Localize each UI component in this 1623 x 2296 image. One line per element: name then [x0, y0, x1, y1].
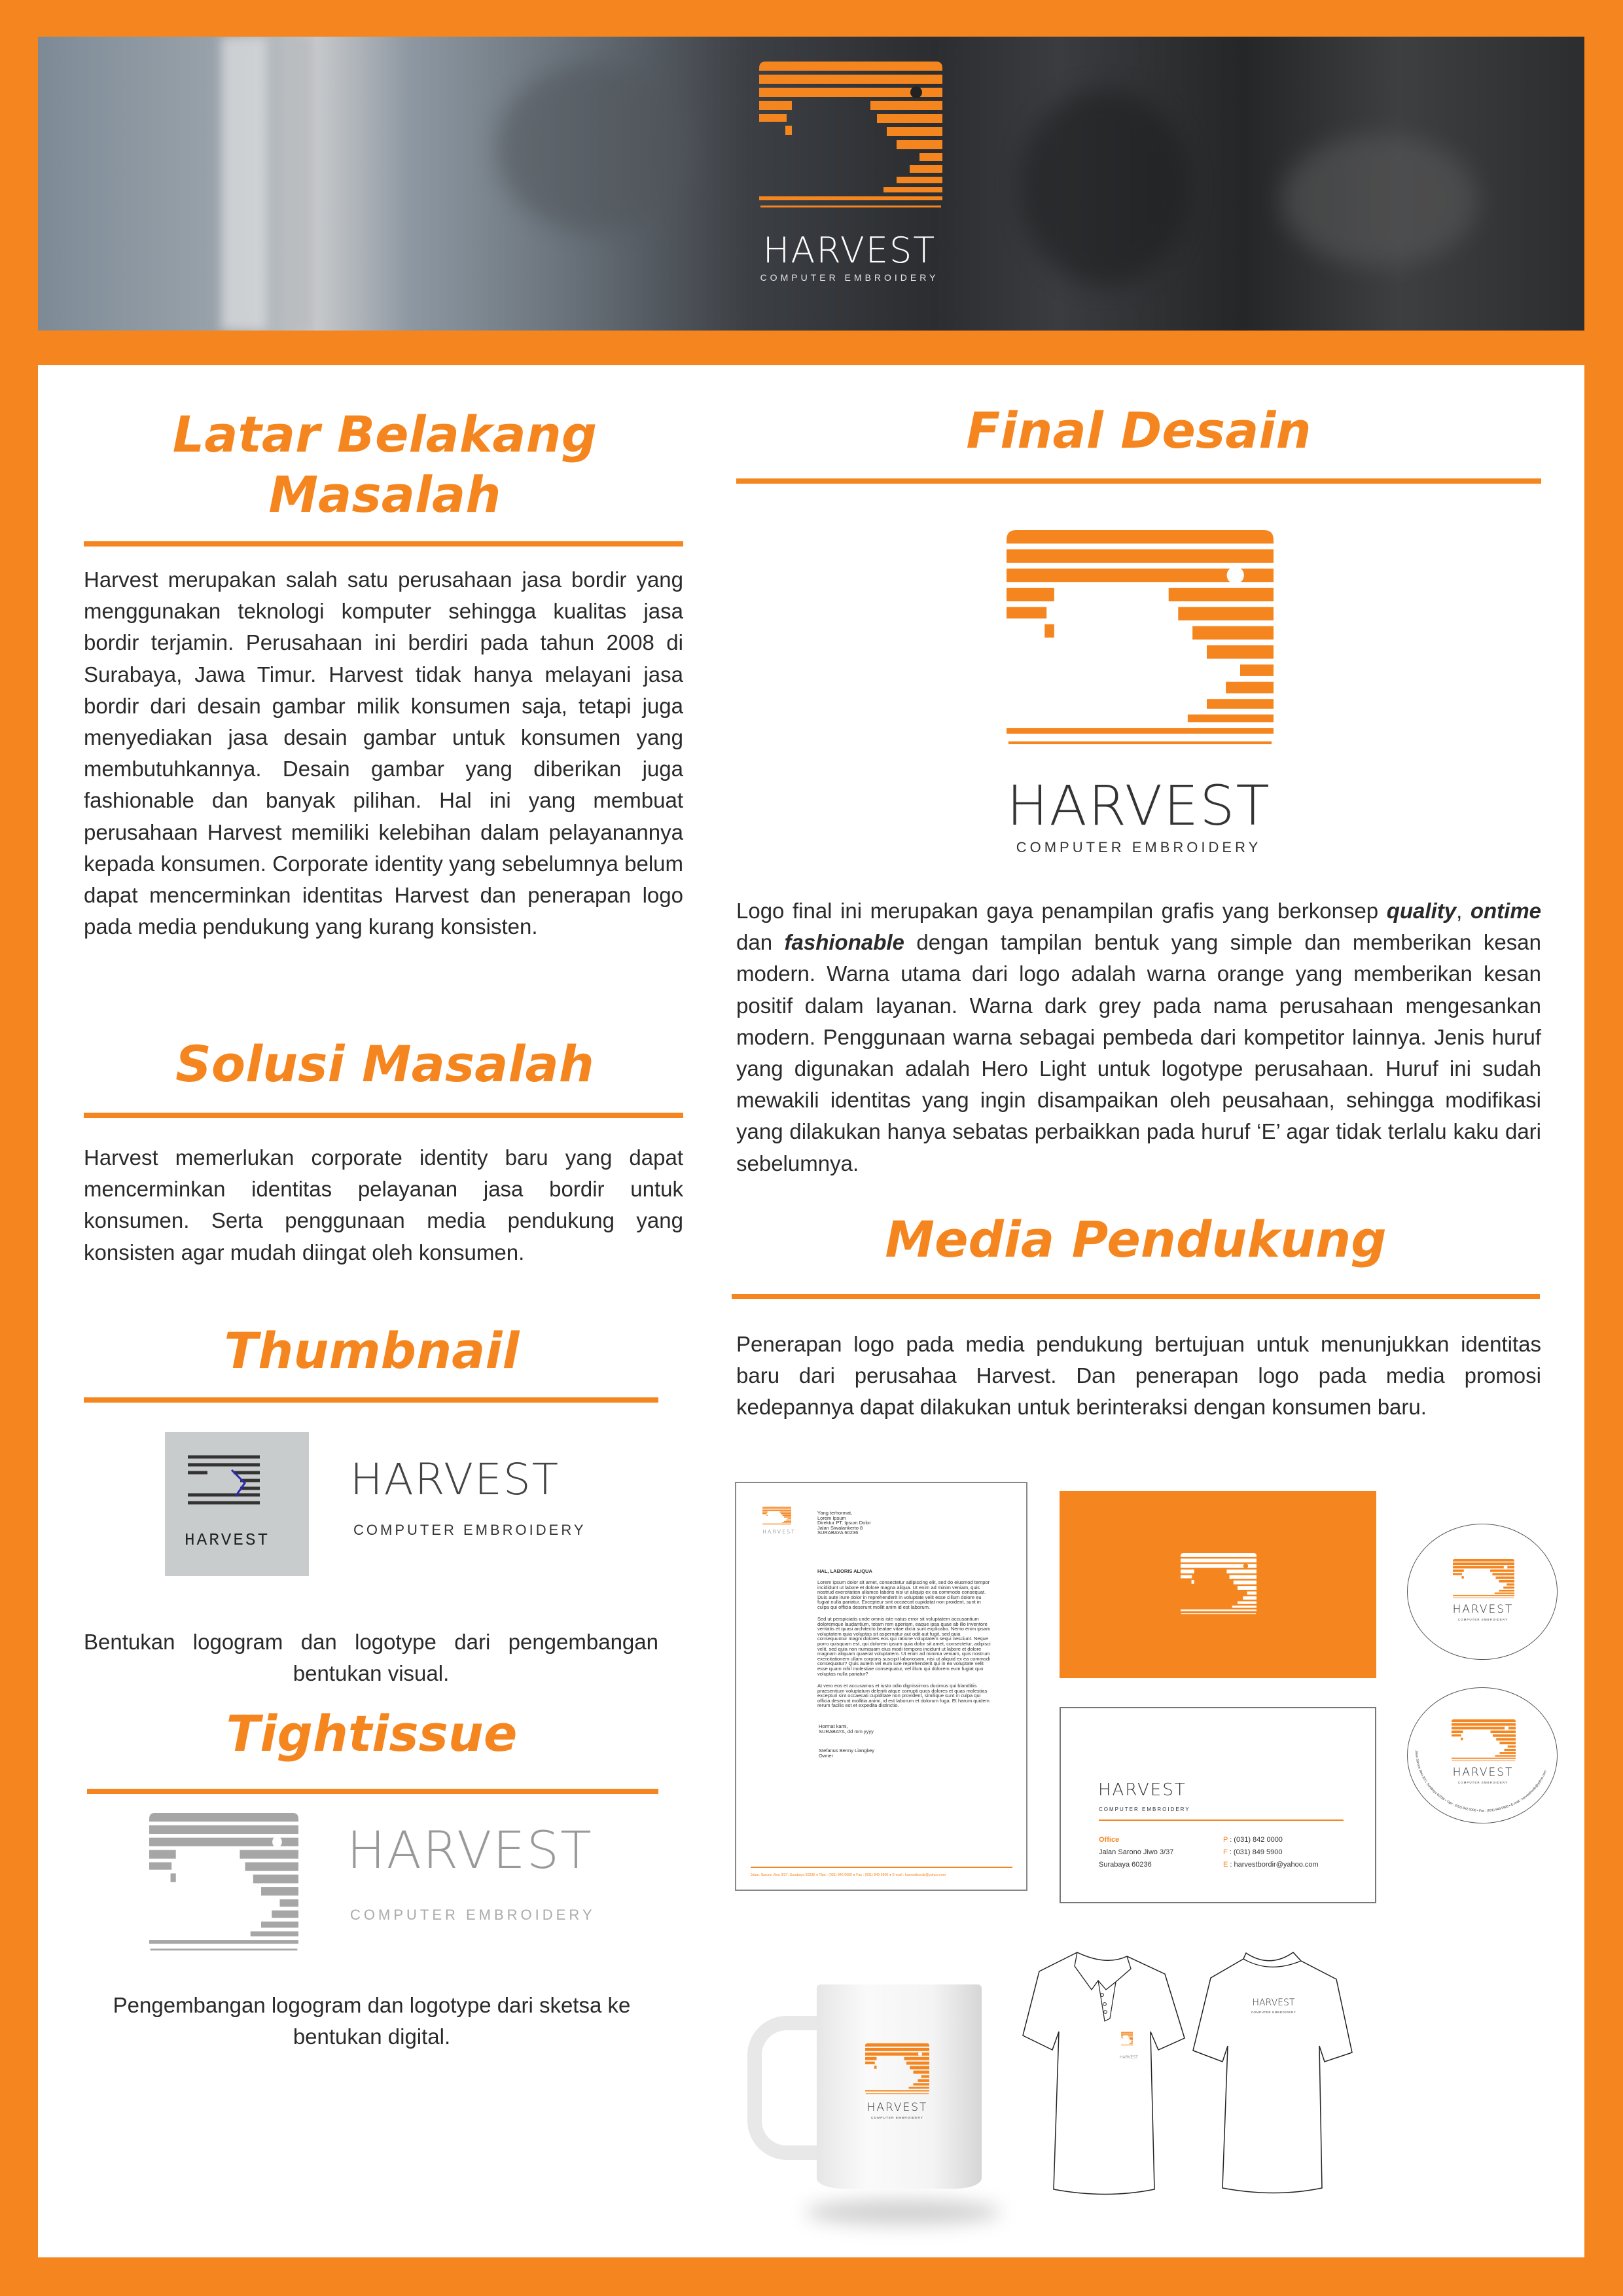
- card-rule: [1099, 1820, 1344, 1821]
- header-banner: [38, 37, 1584, 331]
- tightissue-caption: Pengembangan logogram dan logotype dari sketsa ke bentukan digital.: [113, 1993, 631, 2049]
- coaster-wordmark: HARVEST: [1452, 1766, 1514, 1779]
- recipient-line: Yang terhormat,: [817, 1510, 853, 1516]
- mug-shadow: [805, 2199, 1001, 2225]
- mug-wordmark: HARVEST: [866, 2101, 928, 2114]
- email-label: E: [1223, 1861, 1228, 1869]
- keyword-fashionable: fashionable: [784, 930, 904, 955]
- card-address-line: Surabaya 60236: [1099, 1861, 1152, 1869]
- keyword-quality: quality: [1386, 899, 1457, 923]
- sketch-handwritten-text: HARVEST: [185, 1530, 270, 1550]
- card-wordmark: HARVEST: [1098, 1780, 1186, 1800]
- title-line: Masalah: [268, 465, 501, 524]
- solusi-body: Harvest memerlukan corporate identity baru yang dapat mencerminkan identitas pelayanan jasa bordir untuk konsumen. Serta penggunaan media pendukung yang konsisten agar mudah diingat oleh konsumen.: [84, 1145, 683, 1265]
- letterhead-paragraph: Lorem ipsum dolor sit amet, consectetur adipiscing elit, sed do eiusmod tempor incididunt ut labore et dolore magna aliqua. Ut enim ad minim veniam, quis nostrud exercitation ullamco laboris nisi ut aliquip ex ea commodo consequat. Duis aute irure dolor in reprehenderit in voluptate velit esse cillum dolore eu fugiat nulla pariatur. Excepteur sint occaecat cupidatat non proident, sunt in culpa qui officia deserunt mollit anim id est laborum.: [817, 1579, 990, 1610]
- coaster-tagline: COMPUTER EMBROIDERY: [1457, 1781, 1508, 1784]
- fax-value: : (031) 849 5900: [1227, 1848, 1283, 1856]
- section-divider: [87, 1789, 658, 1794]
- phone-value: : (031) 842 0000: [1228, 1836, 1283, 1844]
- body-text: ,: [1456, 899, 1471, 923]
- phone-label: P: [1223, 1836, 1228, 1844]
- letterhead-closing: [819, 1724, 874, 1734]
- final-logo-icon: [1007, 530, 1274, 746]
- body-text: Logo final ini merupakan gaya penampilan grafis yang berkonsep: [736, 899, 1387, 923]
- business-card-front: [1060, 1491, 1376, 1678]
- recipient-line: Lorem Ipsum: [817, 1515, 846, 1521]
- letterhead-logo-icon: [762, 1507, 791, 1525]
- final-wordmark: HARVEST: [1007, 774, 1271, 838]
- recipient-line: SURABAYA 60236: [817, 1530, 859, 1536]
- recipient-line: Direktur PT. Ipsum Dolor: [817, 1520, 871, 1526]
- letterhead-recipient: [817, 1511, 896, 1535]
- section-title-latar-belakang: [84, 404, 686, 525]
- coaster-logo-icon: [1453, 1559, 1514, 1598]
- letterhead-subject: HAL, LABORIS ALIQUA: [817, 1568, 872, 1574]
- signer-title: Owner: [819, 1752, 834, 1759]
- card-phone: [1223, 1834, 1319, 1846]
- keyword-ontime: ontime: [1470, 899, 1542, 923]
- tightissue-wordmark: HARVEST: [347, 1821, 593, 1880]
- banner-photo-blob: [496, 63, 692, 233]
- coaster-front: [1407, 1524, 1558, 1660]
- banner-photo-stripe: [221, 37, 267, 331]
- body-text: dengan tampilan bentuk yang simple dan memberikan kesan modern. Warna utama dari logo adalah warna orange yang memberikan kesan positif dalam layanan. Warna dark grey pada nama perusahaan mengesankan modern. Penggunaan warna sebagai pembeda dari kompetitor lainnya. Jenis huruf yang digunakan adalah Hero Light untuk logotype perusahaan. Huruf ini sudah mewakili identitas yang ingin disampaikan oleh peusahaan, sehingga modifikasi yang dilakukan hanya sebatas perbaikkan pada huruf ‘E’ agar tidak terlalu kaku dari sebelumnya.: [736, 930, 1541, 1175]
- tightissue-logo-icon: [149, 1813, 298, 1952]
- thumbnail-tagline: COMPUTER EMBROIDERY: [353, 1522, 586, 1538]
- mug-mockup: [740, 1950, 1001, 2225]
- banner-title: HARVEST: [762, 230, 936, 271]
- section-divider: [736, 478, 1541, 484]
- section-title-solusi: Solusi Masalah: [175, 1035, 594, 1093]
- banner-photo-blob: [1281, 135, 1478, 266]
- letterhead-paragraph: Sed ut perspiciatis unde omnis iste natus error sit voluptatem accusantium doloremque laudantium, totam rem aperiam, eaque ipsa quae ab illo inventore veritatis et quasi architecto beatae vitae dicta sunt explicabo. Nemo enim ipsam voluptatem quia voluptas sit aspernatur aut odit aut fugit, sed quia consequuntur magni dolores eos qui ratione voluptatem sequi nesciunt. Neque porro quisquam est, qui dolorem ipsum quia dolor sit amet, consectetur, adipisci velit, sed quia non numquam eius modi tempora incidunt ut labore et dolore magnam aliquam quaerat voluptatem. Ut enim ad minima veniam, quis nostrum exercitationem ullam corporis suscipit laboriosam, nisi ut aliquid ex ea commodi consequatur? Quis autem vel eum iure reprehenderit qui in ea voluptate velit esse quam nihil molestiae consequatur, vel illum qui dolorem eum fugiat quo voluptas nulla pariatur?: [817, 1616, 991, 1677]
- section-divider: [84, 541, 683, 547]
- letterhead-wordmark: HARVEST: [762, 1529, 796, 1535]
- section-divider: [732, 1294, 1540, 1299]
- polo-front-wordmark: HARVEST: [1120, 2055, 1138, 2060]
- letterhead-paragraph: At vero eos et accusamus et iusto odio dignissimos ducimus qui blanditiis praesentium voluptatum deleniti atque corrupti quos dolores et quas molestias excepturi sint occaecati cupiditate non provident, similique sunt in culpa qui officia deserunt mollitia animi, id est laborum et dolorum fuga. Et harum quidem rerum facilis est et expedita distinctio.: [817, 1683, 990, 1709]
- thumbnail-wordmark: HARVEST: [350, 1454, 560, 1505]
- business-card-back: [1060, 1707, 1376, 1903]
- card-contacts: [1223, 1834, 1319, 1871]
- section-divider: [84, 1397, 658, 1403]
- polo-shirt-front: [1021, 1950, 1191, 2238]
- coaster-back: [1407, 1687, 1558, 1823]
- section-title-final-desain: Final Desain: [966, 401, 1311, 459]
- coaster-tagline: COMPUTER EMBROIDERY: [1457, 1618, 1508, 1621]
- mug-logo-icon: [865, 2043, 929, 2094]
- section-title-tightissue: Tightissue: [226, 1704, 518, 1763]
- latar-belakang-body: Harvest merupakan salah satu perusahaan jasa bordir yang menggunakan teknologi komputer sehingga kualitas jasa bordir terjamin. Perusahaan ini berdiri pada tahun 2008 di Surabaya, Jawa Timur. Harvest tidak hanya melayani jasa bordir dari desain gambar milik konsumen saja, tetapi juga menyediakan jasa desain gambar untuk konsumen yang membutuhkannya. Desain gambar yang diberikan juga fashionable dan banyak pilihan. Hal ini yang membuat perusahaan Harvest memiliki kelebihan dalam pelayanannya kepada konsumen. Corporate identity yang sebelumnya belum dapat mencerminkan identitas Harvest dan penerapan logo pada media pendukung yang kurang konsisten.: [84, 567, 683, 939]
- letterhead-footer-rule: [751, 1867, 1012, 1868]
- thumbnail-sketch-image: [165, 1432, 309, 1576]
- email-value: : harvestbordir@yahoo.com: [1228, 1861, 1319, 1869]
- media-pendukung-body: Penerapan logo pada media pendukung bertujuan untuk menunjukkan identitas baru dari perusahaa Harvest. Dan penerapan logo pada media promosi kedepannya dapat dilakukan untuk berinteraksi dengan konsumen baru.: [736, 1332, 1541, 1420]
- final-desain-body: [736, 895, 1541, 1179]
- card-tagline: COMPUTER EMBROIDERY: [1099, 1806, 1190, 1812]
- banner-photo-stripe: [287, 37, 313, 331]
- closing-line: SURABAYA, dd mm yyyy: [819, 1728, 874, 1734]
- letterhead-footer: Jalan. Sarono Jiwo 3/37, Surabaya 60236 ● Tlpn : (031) 842 0000 ● Fax : (031) 849 5900 ● E-mail : harvestbordir@yahoo.com: [751, 1873, 946, 1877]
- card-logo-icon: [1181, 1553, 1257, 1615]
- harvest-logo-icon: [759, 62, 942, 209]
- card-address: [1099, 1834, 1173, 1871]
- mug-tagline: COMPUTER EMBROIDERY: [871, 2117, 923, 2120]
- section-title-media-pendukung: Media Pendukung: [885, 1210, 1387, 1268]
- letterhead-signer: [819, 1748, 874, 1758]
- card-address-line: Jalan Sarono Jiwo 3/37: [1099, 1848, 1174, 1856]
- banner-photo-blob: [1020, 89, 1190, 285]
- recipient-line: Jalan Siwalankerto 8: [817, 1524, 863, 1531]
- tightissue-tagline: COMPUTER EMBROIDERY: [350, 1907, 596, 1923]
- signer-name: Stefanus Benny Liangkey: [819, 1748, 875, 1753]
- final-tagline: COMPUTER EMBROIDERY: [1016, 839, 1262, 855]
- thumbnail-caption: Bentukan logogram dan logotype dari pengembangan bentukan visual.: [84, 1630, 658, 1686]
- fax-label: F: [1223, 1848, 1228, 1856]
- coaster-wordmark: HARVEST: [1452, 1603, 1514, 1616]
- body-text: dan: [736, 930, 785, 955]
- polo-back-wordmark: HARVEST: [1252, 1998, 1295, 2008]
- section-divider: [84, 1113, 683, 1118]
- section-title-thumbnail: Thumbnail: [224, 1321, 520, 1380]
- mug-handle: [747, 2016, 826, 2160]
- polo-back-tagline: COMPUTER EMBROIDERY: [1251, 2011, 1296, 2014]
- card-email: [1223, 1859, 1319, 1871]
- closing-line: Hormat kami,: [819, 1723, 848, 1729]
- sketch-logo-icon: [185, 1452, 263, 1511]
- polo-shirt-back: [1191, 1949, 1355, 2237]
- coaster-address-text: Jalan Sarono Jiwo 3/37, Surabaya 60236 • Tlpn : (031) 842 0000 • Fax : (031) 849 5900 • E-mail : harvestbordir@yahoo.com: [1414, 1749, 1548, 1814]
- banner-subtitle: COMPUTER EMBROIDERY: [760, 272, 939, 283]
- letterhead-mockup: [735, 1482, 1027, 1891]
- title-line: Latar Belakang: [172, 405, 597, 463]
- svg-text:Jalan Sarono Jiwo 3/37, Suraba: [1414, 1750, 1548, 1813]
- card-fax: [1223, 1846, 1319, 1859]
- coaster-ring-text: [1408, 1688, 1558, 1824]
- card-office-label: Office: [1099, 1836, 1120, 1844]
